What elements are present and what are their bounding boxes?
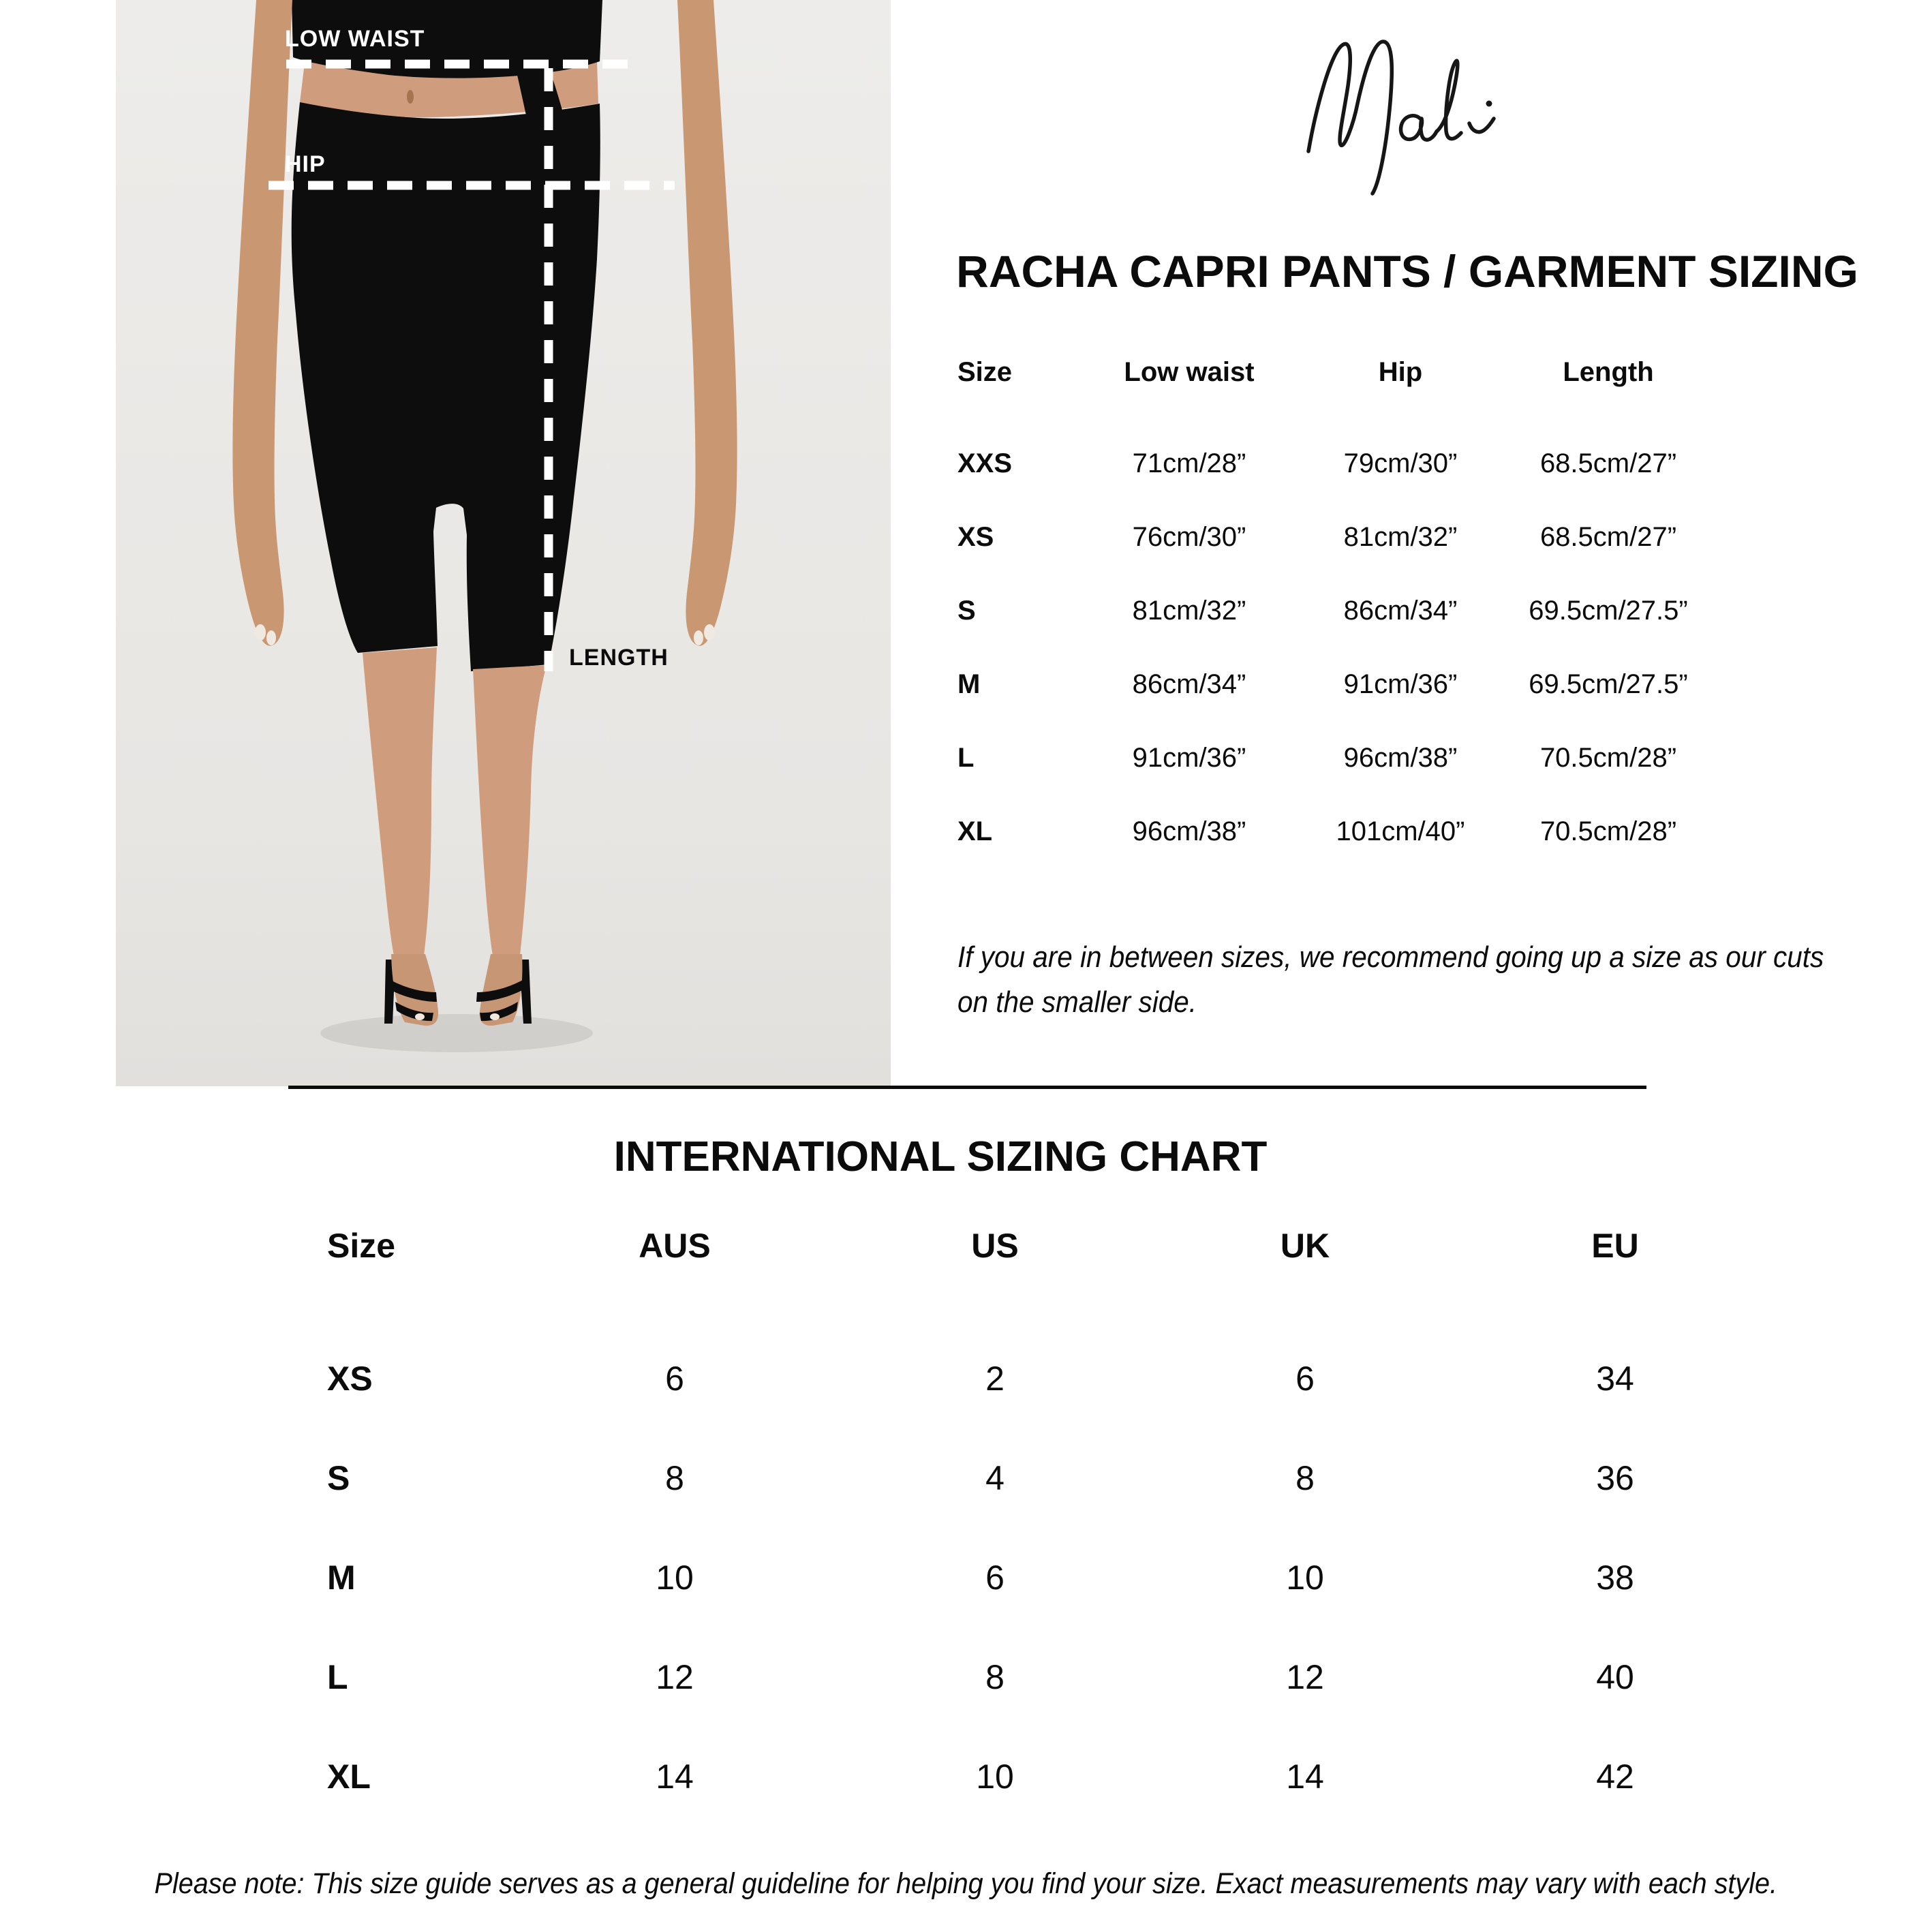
row-size-label: XL xyxy=(327,1758,371,1796)
cell-uk: 12 xyxy=(1286,1658,1324,1696)
hip-label: HIP xyxy=(285,151,326,177)
column-header-size: Size xyxy=(957,356,1013,387)
right-hand-nail-2 xyxy=(694,630,703,645)
cell-length: 68.5cm/27” xyxy=(1539,521,1677,552)
column-header-low-waist: Low waist xyxy=(1124,356,1255,387)
international-table-rows xyxy=(327,1329,1772,1826)
row-size-label: M xyxy=(957,669,981,699)
cell-aus: 6 xyxy=(665,1360,684,1398)
cell-length: 69.5cm/27.5” xyxy=(1529,595,1688,626)
cell-low_waist: 71cm/28” xyxy=(1132,448,1246,478)
cell-us: 10 xyxy=(976,1758,1014,1796)
cell-us: 2 xyxy=(985,1360,1005,1398)
column-header-size: Size xyxy=(327,1227,396,1265)
cell-length: 69.5cm/27.5” xyxy=(1529,669,1688,699)
row-size-label: L xyxy=(957,742,975,773)
cell-hip: 91cm/36” xyxy=(1343,669,1458,699)
cell-us: 6 xyxy=(985,1559,1005,1597)
international-table-header xyxy=(327,1224,1772,1268)
cell-hip: 79cm/30” xyxy=(1343,448,1458,478)
column-header-aus: AUS xyxy=(639,1227,711,1265)
row-size-label: S xyxy=(957,595,976,626)
cell-eu: 42 xyxy=(1596,1758,1634,1796)
cell-hip: 101cm/40” xyxy=(1336,816,1465,846)
column-header-us: US xyxy=(971,1227,1019,1265)
cell-eu: 34 xyxy=(1596,1360,1634,1398)
model-photo xyxy=(116,0,891,1086)
cell-us: 8 xyxy=(985,1658,1005,1696)
row-size-label: XS xyxy=(957,521,994,552)
footer-disclaimer xyxy=(0,1867,1932,1901)
brand-logo-mali xyxy=(1298,35,1523,206)
cell-eu: 38 xyxy=(1596,1559,1634,1597)
cell-low_waist: 81cm/32” xyxy=(1132,595,1246,626)
garment-table-header xyxy=(957,354,1721,390)
footer-disclaimer-text: Please note: This size guide serves as a general guideline for helping you find your size. Exact measurements may vary with each style. xyxy=(154,1867,1778,1900)
navel xyxy=(407,90,414,104)
cell-aus: 14 xyxy=(656,1758,694,1796)
column-header-uk: UK xyxy=(1280,1227,1330,1265)
row-size-label: M xyxy=(327,1559,356,1597)
cell-length: 68.5cm/27” xyxy=(1539,448,1677,478)
right-toenail xyxy=(490,1013,500,1020)
cell-eu: 40 xyxy=(1596,1658,1634,1696)
row-size-label: XS xyxy=(327,1360,373,1398)
column-header-length: Length xyxy=(1563,356,1654,387)
cell-low_waist: 91cm/36” xyxy=(1132,742,1246,773)
right-hand-nail xyxy=(704,624,715,641)
row-size-label: XXS xyxy=(957,448,1013,478)
low-waist-label: LOW WAIST xyxy=(285,26,425,52)
section-divider xyxy=(288,1086,1646,1089)
row-size-label: XL xyxy=(957,816,993,846)
cell-length: 70.5cm/28” xyxy=(1539,742,1677,773)
cell-length: 70.5cm/28” xyxy=(1539,816,1677,846)
length-label: LENGTH xyxy=(569,645,669,671)
between-sizes-note xyxy=(957,935,1932,1025)
logo-i-dot xyxy=(1486,101,1492,107)
cell-aus: 12 xyxy=(656,1658,694,1696)
cell-low_waist: 96cm/38” xyxy=(1132,816,1246,846)
cell-aus: 10 xyxy=(656,1559,694,1597)
cell-hip: 81cm/32” xyxy=(1343,521,1458,552)
garment-table-rows xyxy=(957,427,1721,868)
between-sizes-note-text: If you are in between sizes, we recommend going up a size as our cuts on the smaller side. xyxy=(957,940,1824,1019)
column-header-eu: EU xyxy=(1591,1227,1639,1265)
cell-uk: 8 xyxy=(1295,1459,1315,1497)
garment-sizing-title: RACHA CAPRI PANTS / GARMENT SIZING xyxy=(956,246,1858,296)
cell-us: 4 xyxy=(985,1459,1005,1497)
cell-uk: 6 xyxy=(1295,1360,1315,1398)
international-sizing-title: INTERNATIONAL SIZING CHART xyxy=(613,1133,1268,1180)
cell-hip: 86cm/34” xyxy=(1343,595,1458,626)
row-size-label: S xyxy=(327,1459,350,1497)
cell-uk: 10 xyxy=(1286,1559,1324,1597)
cell-low_waist: 86cm/34” xyxy=(1132,669,1246,699)
cell-hip: 96cm/38” xyxy=(1343,742,1458,773)
left-toenail xyxy=(415,1013,425,1020)
cell-low_waist: 76cm/30” xyxy=(1132,521,1246,552)
cell-aus: 8 xyxy=(665,1459,684,1497)
row-size-label: L xyxy=(327,1658,348,1696)
left-hand-nail xyxy=(255,624,266,641)
left-hand-nail-2 xyxy=(266,630,276,645)
floor-shadow xyxy=(320,1014,593,1052)
model-illustration xyxy=(116,0,891,1086)
cell-eu: 36 xyxy=(1596,1459,1634,1497)
column-header-hip: Hip xyxy=(1378,356,1423,387)
cell-uk: 14 xyxy=(1286,1758,1324,1796)
